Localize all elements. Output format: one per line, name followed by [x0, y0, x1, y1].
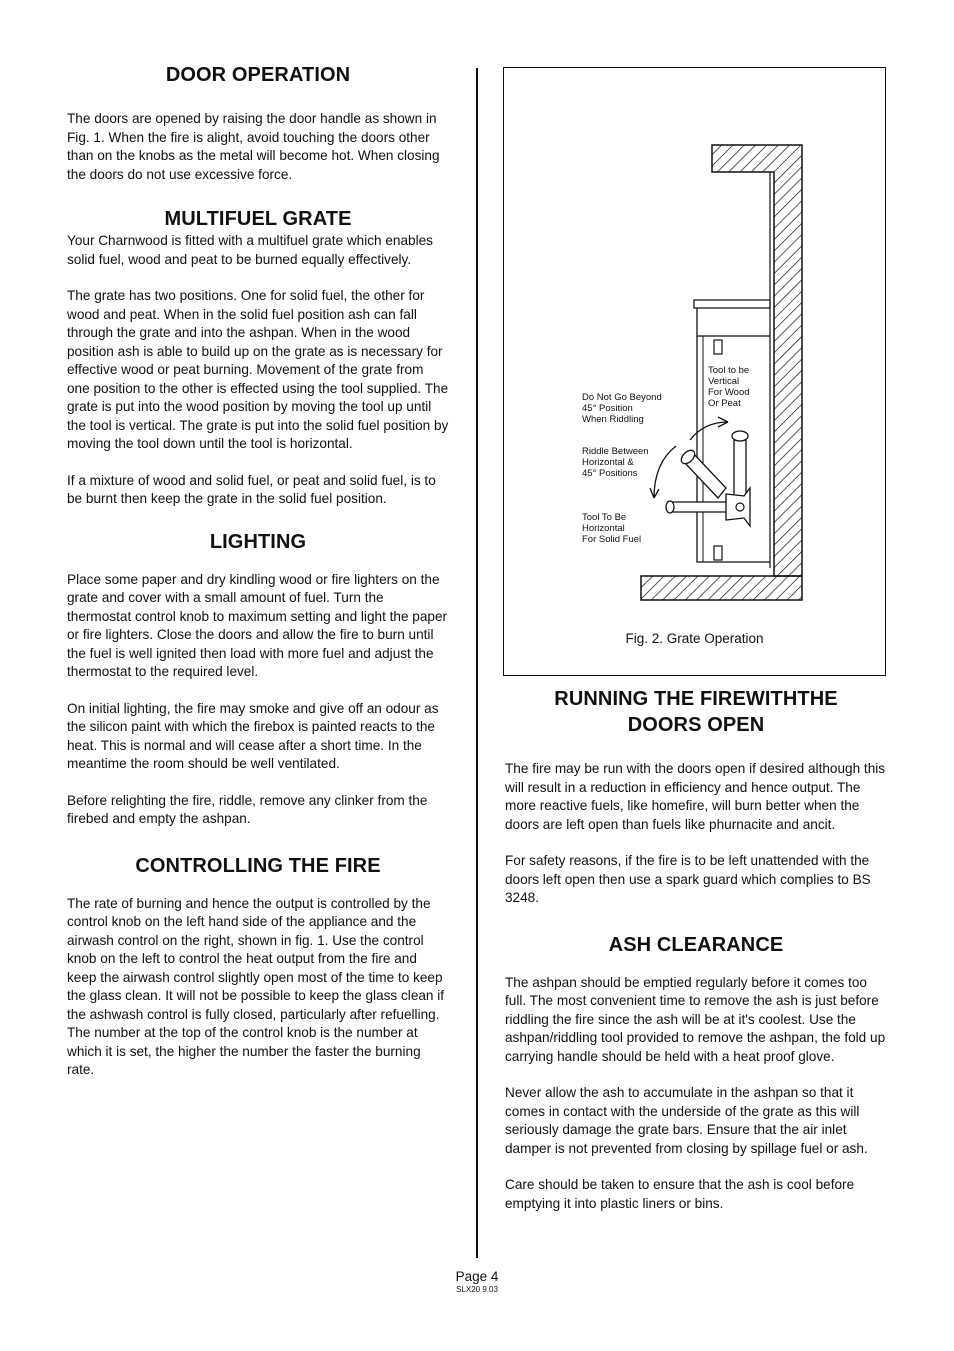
figure-caption: Fig. 2. Grate Operation [625, 631, 764, 646]
controlling-heading: CONTROLLING THE FIRE [135, 854, 381, 877]
appliance-top [694, 300, 770, 308]
ash-clearance-heading: ASH CLEARANCE [608, 933, 784, 956]
multifuel-grate-heading: MULTIFUEL GRATE [164, 208, 352, 230]
tool-horizontal [670, 502, 730, 512]
controlling-text: The rate of burning and hence the output is controlled by the control knob on the left hand side of the appliance and the airwash control on the right, shown in fig. 1. Use the control knob on the left to control the heat output from the fire and keep the airwash control slightly open most of the time to keep the glass clean. It will not be possible to keep the glass clean if the ashwash control is fully closed, particularly after refuelling. The number at the top of the control knob is the number at which it is set, the higher the number the faster the burning rate. [67, 895, 445, 1077]
right-column [505, 686, 887, 1213]
ash-clearance-text-3: Care should be taken to ensure that the ash is cool before emptying it into plastic liners or bins. [505, 1177, 855, 1211]
lighting-text-1: Place some paper and dry kindling wood or fire lighters on the grate and cover with a small amount of fuel. Turn the thermostat control knob to maximum setting and light the paper or fire lighters. Close the doors and allow the fire to burn until the fuel is well ignited then load with more fuel and adjust the thermostat to the required level. [67, 571, 448, 679]
ash-clearance-text-1: The ashpan should be emptied regularly before it comes too full. The most convenient time to remove the ash is just before riddling the fire since the ash will be at it's coolest. Use the ashpan/riddling tool provided to remove the ashpan, the fold up carrying handle should be held with a heat proof glove. [505, 974, 886, 1064]
running-heading-line2: DOORS OPEN [627, 714, 765, 736]
left-column [67, 62, 449, 1080]
document-code: SLX20 9.03 [456, 1285, 498, 1294]
running-text-1: The fire may be run with the doors open if desired although this will result in a reduction in efficiency and hence output. The more reactive fuels, like homefire, will burn better when the doors are left open than fuels like phurnacite and ancit. [505, 761, 886, 832]
page-number: Page 4 [455, 1269, 499, 1284]
door-operation-text: The doors are opened by raising the door handle as shown in Fig. 1. When the fire is alight, avoid touching the doors other than on the knobs as the metal will become hot. When closing the doors do not use excessive force. [67, 111, 440, 182]
running-heading-line1: RUNNING THE FIREWITHTHE [554, 688, 838, 710]
ash-clearance-text-2: Never allow the ash to accumulate in the ashpan so that it comes in contact with the underside of the grate as this will seriously damage the grate bars. Ensure that the air inlet damper is not prevented from closing by spillage fuel or ash. [505, 1085, 868, 1156]
label-riddle-between: Riddle Between Horizontal & 45° Positions [582, 446, 649, 479]
tool-vertical [734, 440, 746, 496]
lighting-text-3: Before relighting the fire, riddle, remove any clinker from the firebed and empty the ashpan. [67, 792, 428, 826]
column-divider [476, 68, 478, 1258]
figure-grate-operation [503, 67, 886, 676]
multifuel-grate-text-3: If a mixture of wood and solid fuel, or peat and solid fuel, is to be burnt then keep the grate in the solid fuel position. [67, 472, 436, 506]
lighting-text-2: On initial lighting, the fire may smoke and give off an odour as the silicon paint with which the firebox is painted reacts to the heat. This is normal and will cease after a short time. In the meantime the room should be well ventilated. [67, 700, 439, 771]
lighting-heading: LIGHTING [209, 530, 307, 553]
label-vertical: Tool to be Vertical For Wood Or Peat [708, 365, 750, 409]
multifuel-grate-text-2: The grate has two positions. One for solid fuel, the other for wood and peat. When in the solid fuel position ash can fall through the grate and into the ashpan. When in the wood position ash is able to build up on the grate as is necessary for effective wood or peat burning. Movement of the grate from one position to the other is effected using the tool supplied. The grate is put into the wood position by moving the tool up until the tool is vertical. The grate is put into the solid fuel position by moving the tool down until the tool is horizontal. [67, 288, 449, 451]
grate-diagram [504, 68, 885, 628]
floor-hatch [641, 576, 802, 600]
label-do-not-go-beyond: Do Not Go Beyond 45° Position When Riddling [582, 392, 662, 425]
multifuel-grate-text-1: Your Charnwood is fitted with a multifuel grate which enables solid fuel, wood and peat to be burned equally effectively. [67, 233, 433, 267]
label-tool-horizontal: Tool To Be Horizontal For Solid Fuel [582, 512, 642, 545]
page-footer [0, 1269, 954, 1295]
door-operation-heading: DOOR OPERATION [165, 64, 351, 86]
riddle-arc [654, 446, 676, 498]
running-text-2: For safety reasons, if the fire is to be left unattended with the doors left open then use a spark guard which complies to BS 3248. [505, 853, 871, 905]
